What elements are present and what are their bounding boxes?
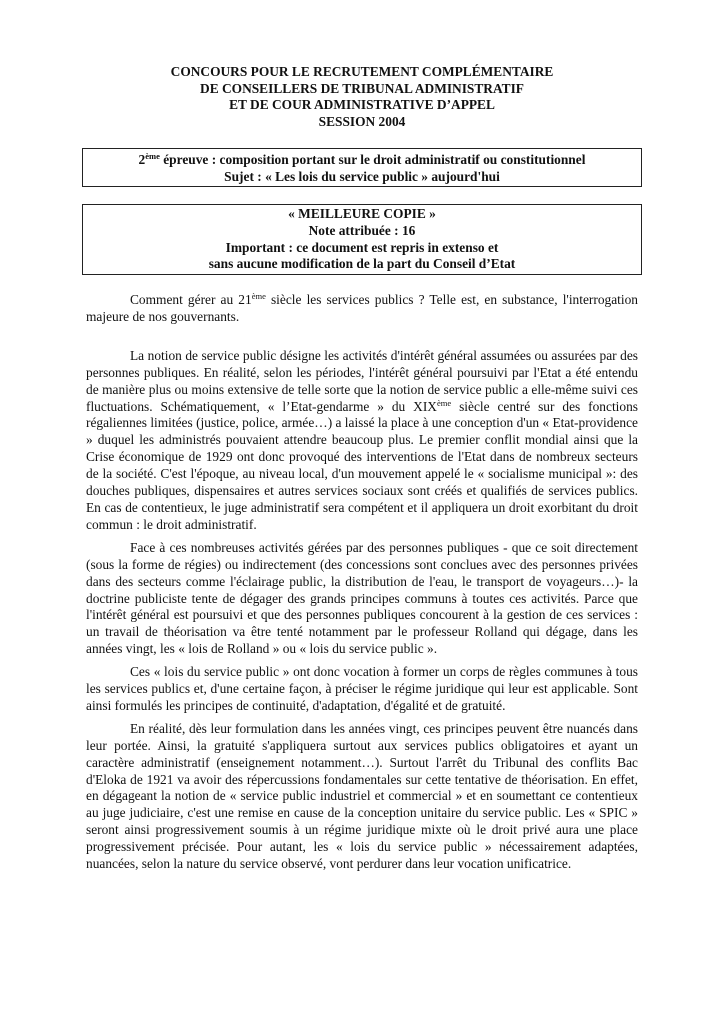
disclaimer-line-1: Important : ce document est repris in extenso et	[225, 239, 499, 255]
paragraph-1-text-start: Comment gérer au 21	[130, 292, 252, 307]
paragraph-5: En réalité, dès leur formulation dans les années vingt, ces principes peuvent être nuancés dans leur portée. Ainsi, la gratuité s'appliquera surtout aux services publics obligatoires et ayant un caractère administratif (enseignement notamment…). Surtout l'arrêt du Tribunal des conflits Bac d'Eloka de 1921 va avoir des répercussions fondamentales sur cette tentative de théorisation. En effet, en dégageant la notion de « service public industriel et commercial » et en soumettant ce contentieux au juge judiciaire, c'est une remise en cause de la conception unitaire du service public. Les « SPIC » seront ainsi progressivement soumis à un régime juridique mixte où le droit privé aura une place progressivement précisée. Pour autant, les « lois du service public » nécessairement adaptées, nuancées, selon la nature du service observé, vont perdurer dans leur vocation unificatrice.	[86, 720, 638, 872]
document-header	[80, 64, 644, 130]
paragraph-2-superscript: ème	[436, 397, 452, 408]
paragraph-1-superscript: ème	[251, 291, 266, 301]
disclaimer-line-2: sans aucune modification de la part du Conseil d’Etat	[208, 256, 516, 272]
header-line-1: CONCOURS POUR LE RECRUTEMENT COMPLÉMENTAIRE	[170, 64, 554, 79]
paragraph-4: Ces « lois du service public » ont donc vocation à former un corps de règles communes à tous les services publics et, d'une certaine façon, à préciser le régime juridique qui leur est applicable. Sont ainsi formulés les principes de continuité, d'adaptation, d'égalité et de gratuité.	[86, 664, 638, 713]
epreuve-number-superscript: ème	[145, 151, 160, 161]
grade-awarded: Note attribuée : 16	[308, 222, 416, 238]
paragraph-1-text-end: siècle les services publics ? Telle est, en substance, l'interrogation majeure de nos gouvernants.	[86, 292, 638, 324]
paragraph-1	[86, 292, 638, 326]
epreuve-box	[82, 148, 642, 187]
epreuve-number: 2	[138, 152, 146, 167]
essay-body	[86, 292, 638, 873]
epreuve-description: épreuve : composition portant sur le droit administratif ou constitutionnel	[159, 152, 586, 167]
best-copy-box	[82, 204, 642, 275]
paragraph-2-text-end: siècle centré sur des fonctions régaliennes limitées (justice, police, armée…) a laissé la place à une conception d'un « Etat-providence » duquel les administrés pouvaient attendre beaucoup plus. Le premier conflit mondial ainsi que la Crise économique de 1929 ont donc provoqué des interventions de l'Etat dans de nombreux secteurs de la société. C'est l'époque, au niveau local, d'un mouvement appelé le « socialisme municipal »: des douches publiques, dispensaires et autres services sociaux sont créés et qualifiés de services publics. En cas de contentieux, le juge administratif sera compétent et il appliquera un droit exorbitant du droit commun : le droit administratif.	[86, 398, 638, 532]
epreuve-title	[83, 152, 641, 169]
paragraph-2-text-start: La notion de service public désigne les activités d'intérêt général assumées ou assurées par des personnes publiques. En réalité, selon les périodes, l'intérêt général poursuivi par l'Etat a été entendu de manière plus ou moins extensive de telle sorte que la notion de service public a elle-même suivi ces fluctuations. Schématiquement, « l’Etat-gendarme » du XIX	[86, 347, 638, 414]
epreuve-subject: Sujet : « Les lois du service public » aujourd'hui	[224, 168, 500, 184]
header-session: SESSION 2004	[318, 113, 406, 129]
paragraph-3: Face à ces nombreuses activités gérées par des personnes publiques - que ce soit directement (sous la forme de régies) ou indirectement (des concessions sont conclues avec des personnes privées dans des secteurs comme l'éclairage public, la distribution de l'eau, le transport de voyageurs…)- la doctrine publiciste tente de dégager des grands principes communs à toutes ces activités. Parce que l'intérêt général est poursuivi et que des personnes publiques concourent à la gestion de ces services : un travail de théorisation va être tenté notamment par le professeur Rolland qui dégage, dans les années vingt, les « lois de Rolland » ou « lois du service public ».	[86, 539, 638, 657]
header-line-2: DE CONSEILLERS DE TRIBUNAL ADMINISTRATIF	[200, 80, 524, 96]
best-copy-title: « MEILLEURE COPIE »	[288, 206, 436, 221]
header-line-3: ET DE COUR ADMINISTRATIVE D’APPEL	[229, 97, 495, 113]
paragraph-2	[86, 348, 638, 534]
